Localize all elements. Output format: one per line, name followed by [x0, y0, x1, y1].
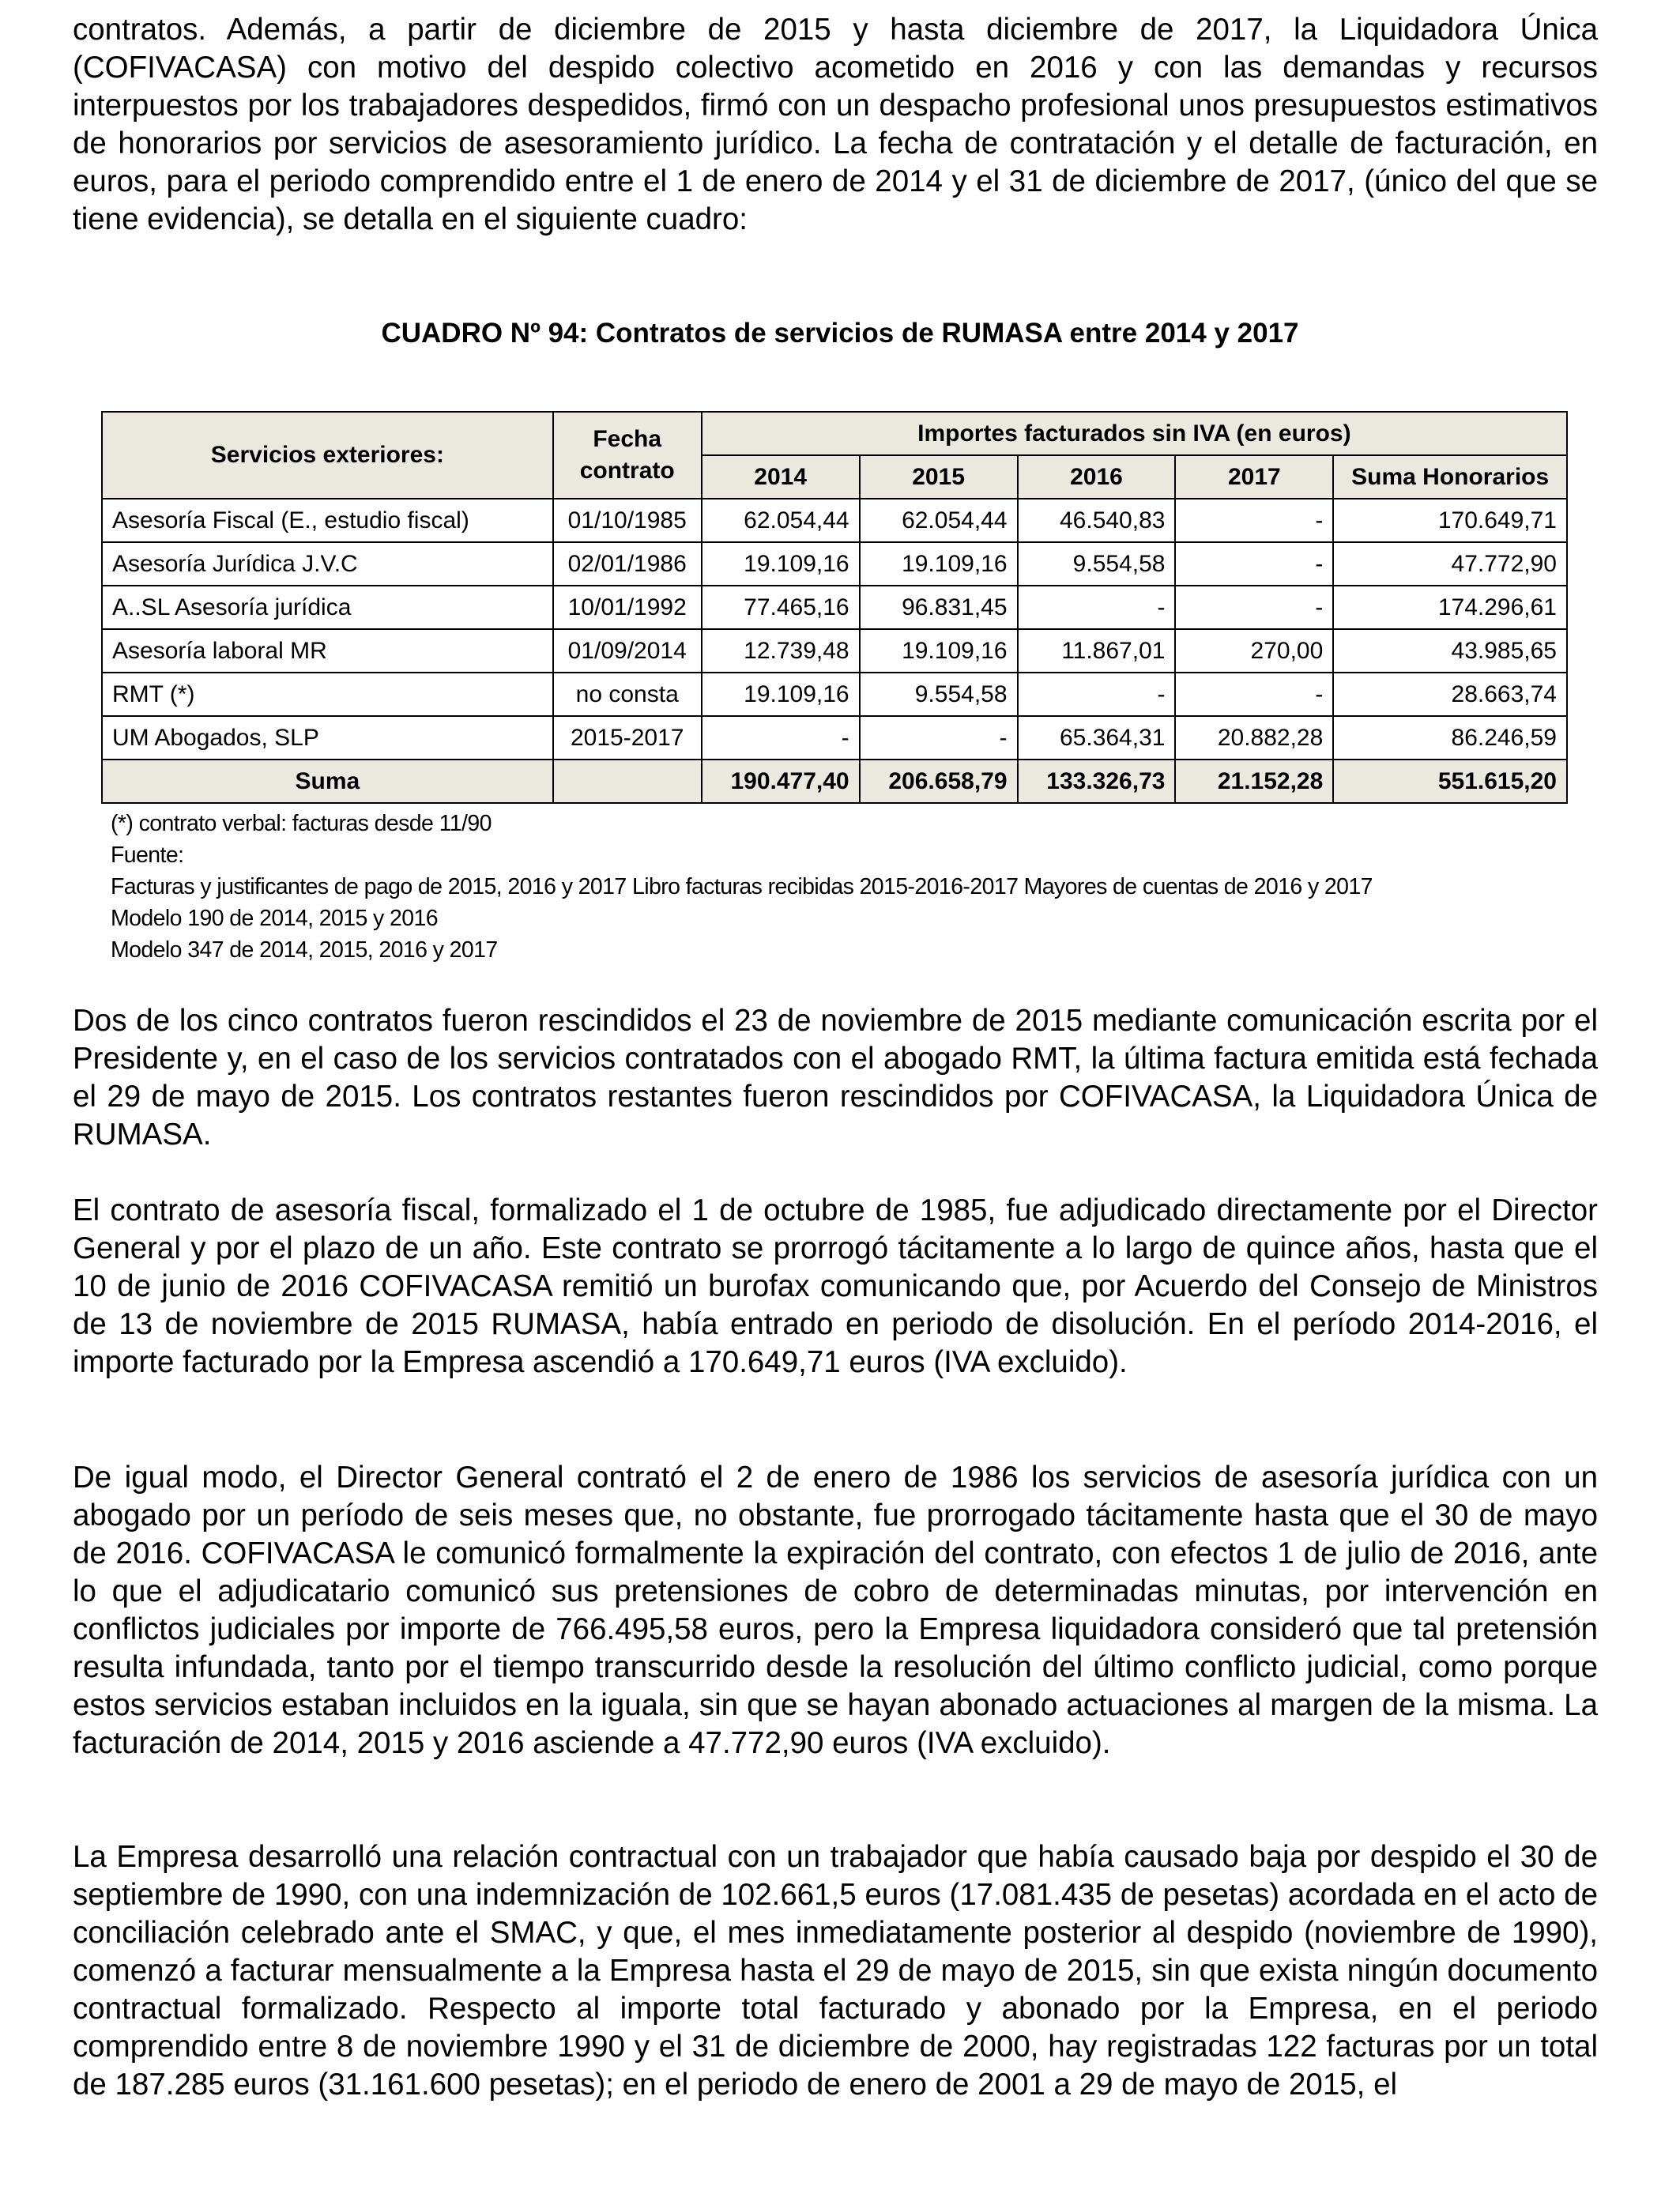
cell-2015: 96.831,45 [860, 586, 1018, 629]
cell-2016: - [1018, 673, 1176, 716]
paragraph-worker-relation: La Empresa desarrolló una relación contractual con un trabajador que había causado baja por despido el 30 de septiembre de 1990, con una indemnización de 102.661,5 euros (17.081.435 de pesetas) acordada en el acto de conciliación celebrado ante el SMAC, y que, el mes inmediatamente posterior al despido (noviembre de 1990), comenzó a facturar mensualmente a la Empresa hasta el 29 de mayo de 2015, sin que exista ningún documento contractual formalizado. Respecto al importe total facturado y abonado por la Empresa, en el periodo comprendido entre 8 de noviembre 1990 y el 31 de diciembre de 2000, hay registradas 122 facturas por un total de 187.285 euros (31.161.600 pesetas); en el periodo de enero de 2001 a 29 de mayo de 2015, el [73, 1840, 1598, 2102]
cell-2015: 9.554,58 [860, 673, 1018, 716]
table-row [102, 629, 1567, 673]
header-2014: 2014 [702, 455, 860, 499]
cell-fecha: 01/10/1985 [553, 499, 702, 542]
note-source-invoices: Facturas y justificantes de pago de 2015, 2016 y 2017 Libro facturas recibidas 2015-2016-2017 Mayores de cuentas de 2016 y 2017 [111, 874, 1373, 899]
header-suma: Suma Honorarios [1333, 455, 1567, 499]
note-verbal-contract: (*) contrato verbal: facturas desde 11/90 [111, 811, 492, 836]
note-source-modelo347: Modelo 347 de 2014, 2015, 2016 y 2017 [111, 937, 498, 963]
cell-total-suma: 551.615,20 [1333, 760, 1567, 803]
cell-total-2017: 21.152,28 [1175, 760, 1333, 803]
cell-2015: 19.109,16 [860, 542, 1018, 586]
cell-total-2014: 190.477,40 [702, 760, 860, 803]
cell-2017: - [1175, 586, 1333, 629]
header-2016: 2016 [1018, 455, 1176, 499]
header-servicios: Servicios exteriores: [102, 412, 553, 499]
cell-suma: 170.649,71 [1333, 499, 1567, 542]
contracts-table [101, 411, 1568, 804]
cell-2014: 12.739,48 [702, 629, 860, 673]
cell-2014: 19.109,16 [702, 673, 860, 716]
cell-2016: 11.867,01 [1018, 629, 1176, 673]
cell-total-2016: 133.326,73 [1018, 760, 1176, 803]
table-notes [111, 808, 1612, 966]
cell-suma: 43.985,65 [1333, 629, 1567, 673]
cell-servicio: RMT (*) [102, 673, 553, 716]
cell-2014: - [702, 716, 860, 760]
cell-2016: 65.364,31 [1018, 716, 1176, 760]
table-row [102, 499, 1567, 542]
table-row [102, 586, 1567, 629]
cell-2017: 20.882,28 [1175, 716, 1333, 760]
cell-2015: - [860, 716, 1018, 760]
cell-servicio: Asesoría Jurídica J.V.C [102, 542, 553, 586]
header-fecha: Fecha contrato [553, 412, 702, 499]
paragraph-intro: contratos. Además, a partir de diciembre de 2015 y hasta diciembre de 2017, la Liquidadora Única (COFIVACASA) con motivo del despido colectivo acometido en 2016 y con las demandas y recursos interpuestos por los trabajadores despedidos, firmó con un despacho profesional unos presupuestos estimativos de honorarios por servicios de asesoramiento jurídico. La fecha de contratación y el detalle de facturación, en euros, para el periodo comprendido entre el 1 de enero de 2014 y el 31 de diciembre de 2017, (único del que se tiene evidencia), se detalla en el siguiente cuadro: [73, 13, 1598, 236]
table-row [102, 673, 1567, 716]
cell-servicio: A..SL Asesoría jurídica [102, 586, 553, 629]
cell-2017: - [1175, 673, 1333, 716]
cell-2017: - [1175, 542, 1333, 586]
cell-fecha: 10/01/1992 [553, 586, 702, 629]
cell-fecha: 2015-2017 [553, 716, 702, 760]
paragraph-rescission: Dos de los cinco contratos fueron rescindidos el 23 de noviembre de 2015 mediante comunicación escrita por el Presidente y, en el caso de los servicios contratados con el abogado RMT, la última factura emitida está fechada el 29 de mayo de 2015. Los contratos restantes fueron rescindidos por COFIVACASA, la Liquidadora Única de RUMASA. [73, 1004, 1598, 1152]
cell-fecha: no consta [553, 673, 702, 716]
cell-2014: 19.109,16 [702, 542, 860, 586]
table-row [102, 716, 1567, 760]
cell-total-2015: 206.658,79 [860, 760, 1018, 803]
cell-2014: 77.465,16 [702, 586, 860, 629]
cell-suma: 28.663,74 [1333, 673, 1567, 716]
cell-2014: 62.054,44 [702, 499, 860, 542]
paragraph-fiscal-contract: El contrato de asesoría fiscal, formalizado el 1 de octubre de 1985, fue adjudicado directamente por el Director General y por el plazo de un año. Este contrato se prorrogó tácitamente a lo largo de quince años, hasta que el 10 de junio de 2016 COFIVACASA remitió un burofax comunicando que, por Acuerdo del Consejo de Ministros de 13 de noviembre de 2015 RUMASA, había entrado en periodo de disolución. En el período 2014-2016, el importe facturado por la Empresa ascendió a 170.649,71 euros (IVA excluido). [73, 1193, 1598, 1379]
cell-2016: 9.554,58 [1018, 542, 1176, 586]
header-2015: 2015 [860, 455, 1018, 499]
cell-2016: - [1018, 586, 1176, 629]
cell-2015: 19.109,16 [860, 629, 1018, 673]
paragraph-legal-contract: De igual modo, el Director General contrató el 2 de enero de 1986 los servicios de asesoría jurídica con un abogado por un período de seis meses que, no obstante, fue prorrogado tácitamente hasta que el 30 de mayo de 2016. COFIVACASA le comunicó formalmente la expiración del contrato, con efectos 1 de julio de 2016, ante lo que el adjudicatario comunicó sus pretensiones de cobro de determinadas minutas, por intervención en conflictos judiciales por importe de 766.495,58 euros, pero la Empresa liquidadora consideró que tal pretensión resulta infundada, tanto por el tiempo transcurrido desde la resolución del último conflicto judicial, como porque estos servicios estaban incluidos en la iguala, sin que se hayan abonado actuaciones al margen de la misma. La facturación de 2014, 2015 y 2016 asciende a 47.772,90 euros (IVA excluido). [73, 1461, 1598, 1760]
cell-servicio: Asesoría Fiscal (E., estudio fiscal) [102, 499, 553, 542]
cell-suma: 174.296,61 [1333, 586, 1567, 629]
header-importes: Importes facturados sin IVA (en euros) [702, 412, 1567, 455]
table-title: CUADRO Nº 94: Contratos de servicios de RUMASA entre 2014 y 2017 [381, 318, 1299, 349]
table-row [102, 542, 1567, 586]
note-source-label: Fuente: [111, 843, 184, 868]
cell-2017: 270,00 [1175, 629, 1333, 673]
cell-total-fecha [553, 760, 702, 803]
header-2017: 2017 [1175, 455, 1333, 499]
cell-servicio: UM Abogados, SLP [102, 716, 553, 760]
cell-fecha: 01/09/2014 [553, 629, 702, 673]
cell-2015: 62.054,44 [860, 499, 1018, 542]
table-total-row [102, 760, 1567, 803]
cell-servicio: Asesoría laboral MR [102, 629, 553, 673]
cell-fecha: 02/01/1986 [553, 542, 702, 586]
cell-suma: 47.772,90 [1333, 542, 1567, 586]
cell-suma: 86.246,59 [1333, 716, 1567, 760]
cell-total-label: Suma [102, 760, 553, 803]
note-source-modelo190: Modelo 190 de 2014, 2015 y 2016 [111, 906, 439, 931]
cell-2017: - [1175, 499, 1333, 542]
cell-2016: 46.540,83 [1018, 499, 1176, 542]
